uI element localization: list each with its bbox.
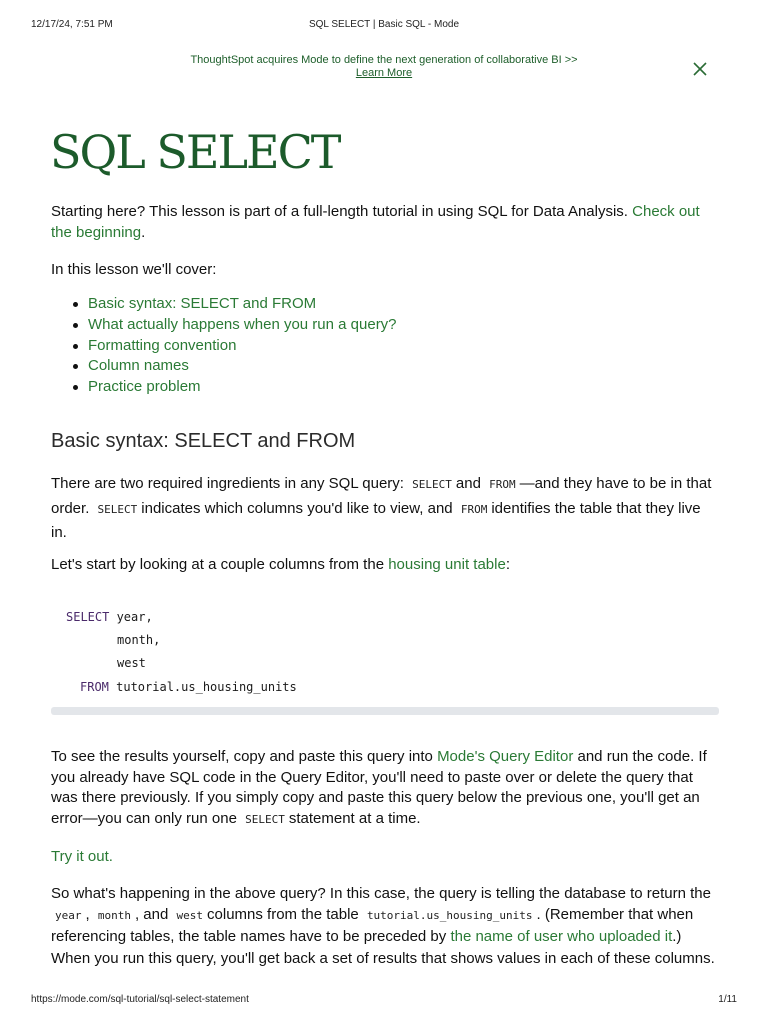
code-text: tutorial.us_housing_units bbox=[108, 680, 297, 694]
banner-message[interactable]: ThoughtSpot acquires Mode to define the next generation of collaborative BI >> bbox=[190, 54, 578, 66]
inline-code: SELECT bbox=[245, 812, 285, 826]
code-line-3: west bbox=[117, 656, 146, 670]
happening-text-5: . (Remember that when referencing tables, the table names have to be preceded by bbox=[51, 906, 694, 946]
code-line-1 bbox=[66, 609, 153, 625]
ingredients-text-3: —and they have to be in that order. bbox=[51, 475, 712, 517]
code-line-2: month, bbox=[117, 633, 161, 647]
toc-item-practice[interactable]: Practice problem bbox=[71, 377, 397, 398]
inline-code: year bbox=[55, 909, 82, 923]
section-heading: Basic syntax: SELECT and FROM bbox=[51, 430, 356, 452]
code-keyword: SELECT bbox=[66, 610, 110, 624]
code-scrollbar[interactable] bbox=[51, 707, 719, 715]
inline-code: FROM bbox=[489, 478, 516, 491]
lesson-toc bbox=[71, 294, 397, 398]
print-url: https://mode.com/sql-tutorial/sql-select-statement bbox=[31, 994, 249, 1005]
inline-code: FROM bbox=[460, 502, 488, 516]
close-icon[interactable] bbox=[692, 61, 708, 77]
ingredients-text-4: indicates which columns you'd like to view, and bbox=[141, 499, 453, 517]
results-text-3: statement at a time. bbox=[288, 809, 421, 827]
happening-text-1: So what's happening in the above query? In this case, the query is telling the database to return the bbox=[51, 885, 711, 902]
print-page-number: 1/11 bbox=[718, 994, 737, 1005]
banner-learn-more-link[interactable]: Learn More bbox=[355, 67, 413, 79]
inline-code: tutorial.us_housing_units bbox=[366, 909, 533, 923]
housing-unit-table-link[interactable]: housing unit table bbox=[388, 556, 506, 573]
start-end: : bbox=[505, 556, 510, 573]
print-header bbox=[31, 19, 737, 33]
code-text: year, bbox=[109, 610, 153, 624]
cover-text: In this lesson we'll cover: bbox=[51, 261, 217, 278]
ingredients-text-2: and bbox=[455, 475, 481, 492]
happening-text-2: , bbox=[85, 906, 90, 924]
announcement-banner bbox=[0, 54, 768, 80]
inline-code: month bbox=[97, 909, 131, 923]
inline-code: SELECT bbox=[97, 502, 138, 516]
ingredients-text-5: identifies the table that they live in. bbox=[51, 499, 701, 541]
intro-paragraph bbox=[51, 201, 719, 243]
intro-text: Starting here? This lesson is part of a full-length tutorial in using SQL for Data Analysis. bbox=[51, 203, 628, 220]
results-text-1: To see the results yourself, copy and paste this query into bbox=[51, 748, 433, 765]
check-beginning-link[interactable]: Check out the beginning bbox=[51, 203, 700, 241]
toc-item-column-names[interactable]: Column names bbox=[71, 356, 397, 377]
print-datetime: 12/17/24, 7:51 PM bbox=[31, 19, 113, 30]
query-editor-link[interactable]: Mode's Query Editor bbox=[437, 748, 574, 765]
print-footer bbox=[31, 994, 737, 1008]
ingredients-paragraph bbox=[51, 472, 719, 545]
intro-end: . bbox=[141, 224, 146, 241]
code-block[interactable] bbox=[51, 597, 719, 715]
inline-code: SELECT bbox=[412, 478, 452, 491]
code-line-4 bbox=[80, 679, 297, 695]
toc-item-basic-syntax[interactable]: Basic syntax: SELECT and FROM bbox=[71, 294, 397, 315]
happening-paragraph bbox=[51, 883, 719, 969]
happening-text-6: .) When you run this query, you'll get back a set of results that shows values in each of these columns. bbox=[51, 928, 715, 967]
start-paragraph bbox=[51, 554, 719, 575]
results-paragraph bbox=[51, 747, 719, 830]
happening-text-3: , and bbox=[134, 906, 169, 924]
inline-code: west bbox=[176, 909, 204, 923]
toc-item-what-happens[interactable]: What actually happens when you run a query? bbox=[71, 315, 397, 336]
try-it-out-link[interactable]: Try it out. bbox=[51, 848, 113, 865]
start-text: Let's start by looking at a couple columns from the bbox=[51, 556, 385, 573]
toc-item-formatting[interactable]: Formatting convention bbox=[71, 336, 397, 357]
user-uploaded-link[interactable]: the name of user who uploaded it bbox=[450, 928, 673, 946]
happening-text-4: columns from the table bbox=[207, 906, 359, 924]
print-page-title: SQL SELECT | Basic SQL - Mode bbox=[308, 19, 460, 30]
code-keyword: FROM bbox=[80, 680, 109, 694]
results-text-2: and run the code. If you already have SQL code in the Query Editor, you'll need to paste over or delete the query that was there previously. If you simply copy and paste this query below the previous one, you'll get an error—you can only run one bbox=[51, 748, 707, 827]
ingredients-text-1: There are two required ingredients in any SQL query: bbox=[51, 475, 404, 492]
page-title: SQL SELECT bbox=[50, 125, 340, 179]
